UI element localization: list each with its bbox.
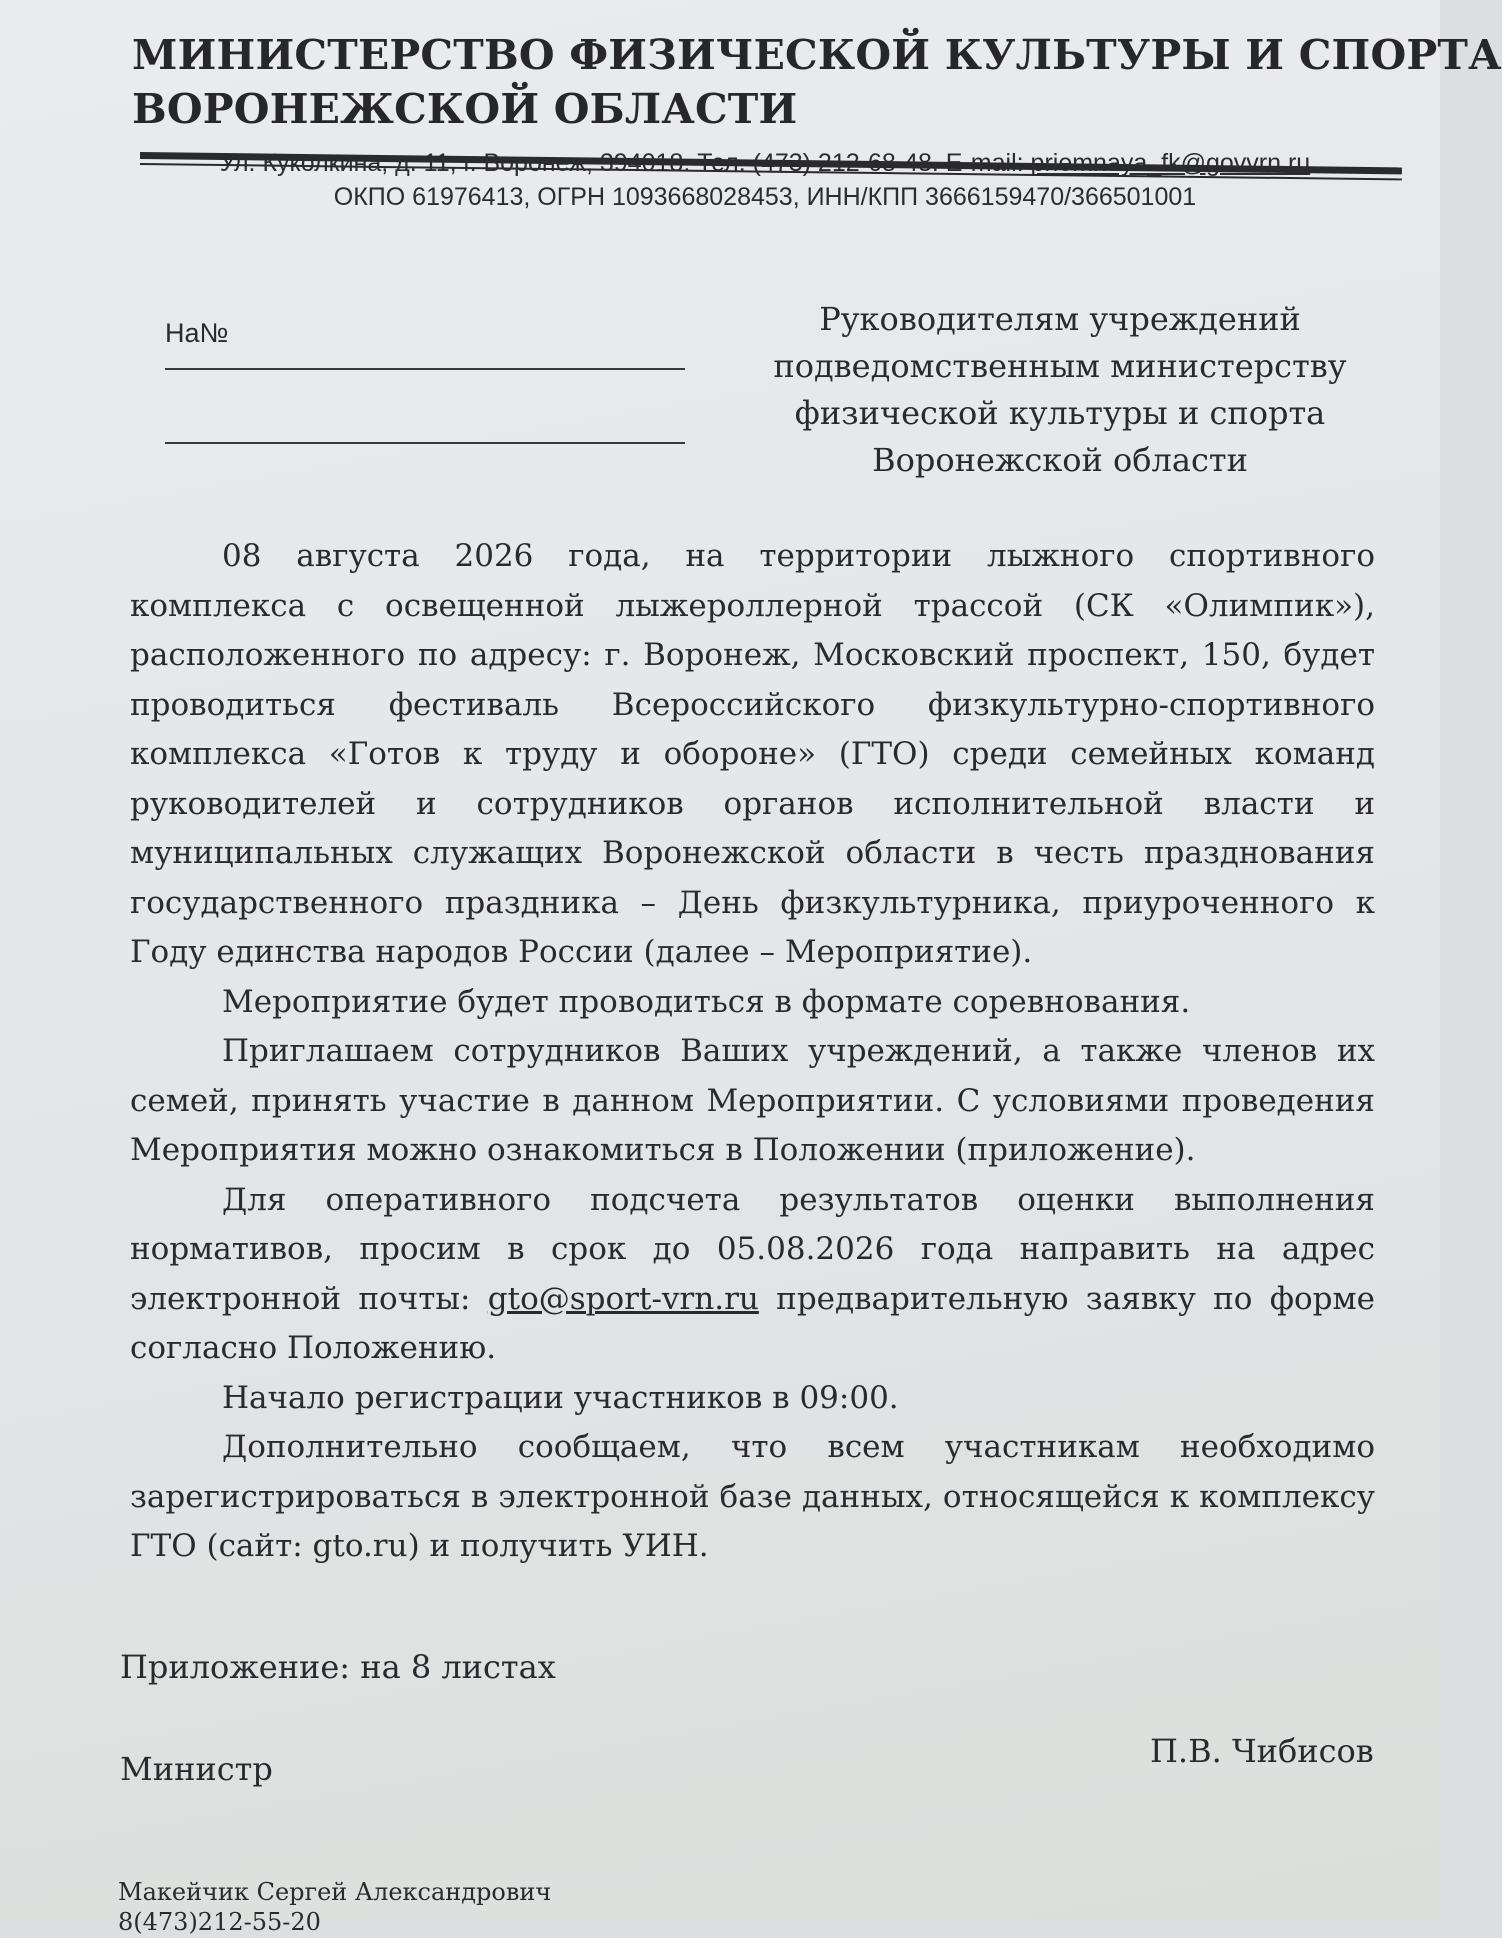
address-text: Ул. Куколкина, д. 11, г. Воронеж, 394018. Тел. (473) 212-68-48. E-mail:: [219, 149, 1031, 177]
registry-line: ОКПО 61976413, ОГРН 1093668028453, ИНН/КПП 3666159470/366501001: [333, 183, 1197, 211]
signer-position: Министр: [120, 1750, 273, 1788]
ministry-title: [132, 28, 1502, 136]
body-paragraph-application: [130, 1176, 1375, 1374]
reference-block: [165, 318, 685, 349]
body-paragraph-registration: Начало регистрации участников в 09:00.: [222, 1379, 899, 1416]
addressee-line3: физической культуры и спорта: [794, 394, 1326, 432]
executor-name: Макейчик Сергей Александрович: [118, 1878, 552, 1906]
signer-name: П.В. Чибисов: [1150, 1732, 1374, 1770]
body-paragraph-format: Мероприятие будет проводиться в формате соревнования.: [222, 983, 1191, 1020]
letterhead-contacts: [150, 146, 1380, 214]
addressee-line1: Руководителям учреждений: [819, 300, 1301, 338]
executor-phone: 8(473)212-55-20: [118, 1908, 321, 1936]
addressee-line2: подведомственным министерству: [773, 347, 1347, 385]
addressee-block: [770, 296, 1350, 484]
ministry-email-link[interactable]: priemnaya_fk@govvrn.ru: [1030, 149, 1311, 177]
body-paragraph-invitation: Приглашаем сотрудников Ваших учреждений, а также членов их семей, принять участие в данном Мероприятии. С условиями проведения Мероприятия можно ознакомиться в Положении (приложение).: [130, 1033, 1375, 1168]
appendix-note: Приложение: на 8 листах: [120, 1648, 556, 1686]
body-paragraph-event: 08 августа 2026 года, на территории лыжного спортивного комплекса с освещенной лыжероллерной трассой (СК «Олимпик»), расположенного по адресу: г. Воронеж, Московский проспект, 150, будет проводиться фестиваль Всероссийского физкультурно-спортивного комплекса «Готов к труду и обороне» (ГТО) среди семейных команд руководителей и сотрудников органов исполнительной власти и муниципальных служащих Воронежской области в честь празднования государственного праздника – День физкультурника, приуроченного к Году единства народов России (далее – Мероприятие).: [130, 538, 1375, 970]
ministry-title-line2: ВОРОНЕЖСКОЙ ОБЛАСТИ: [132, 85, 798, 133]
reference-label: На№: [165, 318, 229, 348]
body-paragraph-uin: Дополнительно сообщаем, что всем участникам необходимо зарегистрироваться в электронной базе данных, относящейся к комплексу ГТО (сайт: gto.ru) и получить УИН.: [130, 1429, 1375, 1564]
reference-line-2: [165, 442, 685, 444]
addressee-line4: Воронежской области: [872, 441, 1248, 479]
ministry-title-line1: МИНИСТЕРСТВО ФИЗИЧЕСКОЙ КУЛЬТУРЫ И СПОРТА: [132, 31, 1502, 79]
application-text-before: Для оперативного подсчета результатов оценки выполнения нормативов, просим в срок до 05.08.2026 года направить на адрес электронной почты:: [130, 1181, 1375, 1317]
application-text-after: предварительную заявку по форме согласно Положению.: [130, 1280, 1375, 1366]
reference-line-1: [165, 368, 685, 370]
address-line: [150, 146, 1380, 180]
gto-email-link[interactable]: gto@sport-vrn.ru: [487, 1280, 759, 1317]
letter-body: [130, 532, 1375, 1572]
